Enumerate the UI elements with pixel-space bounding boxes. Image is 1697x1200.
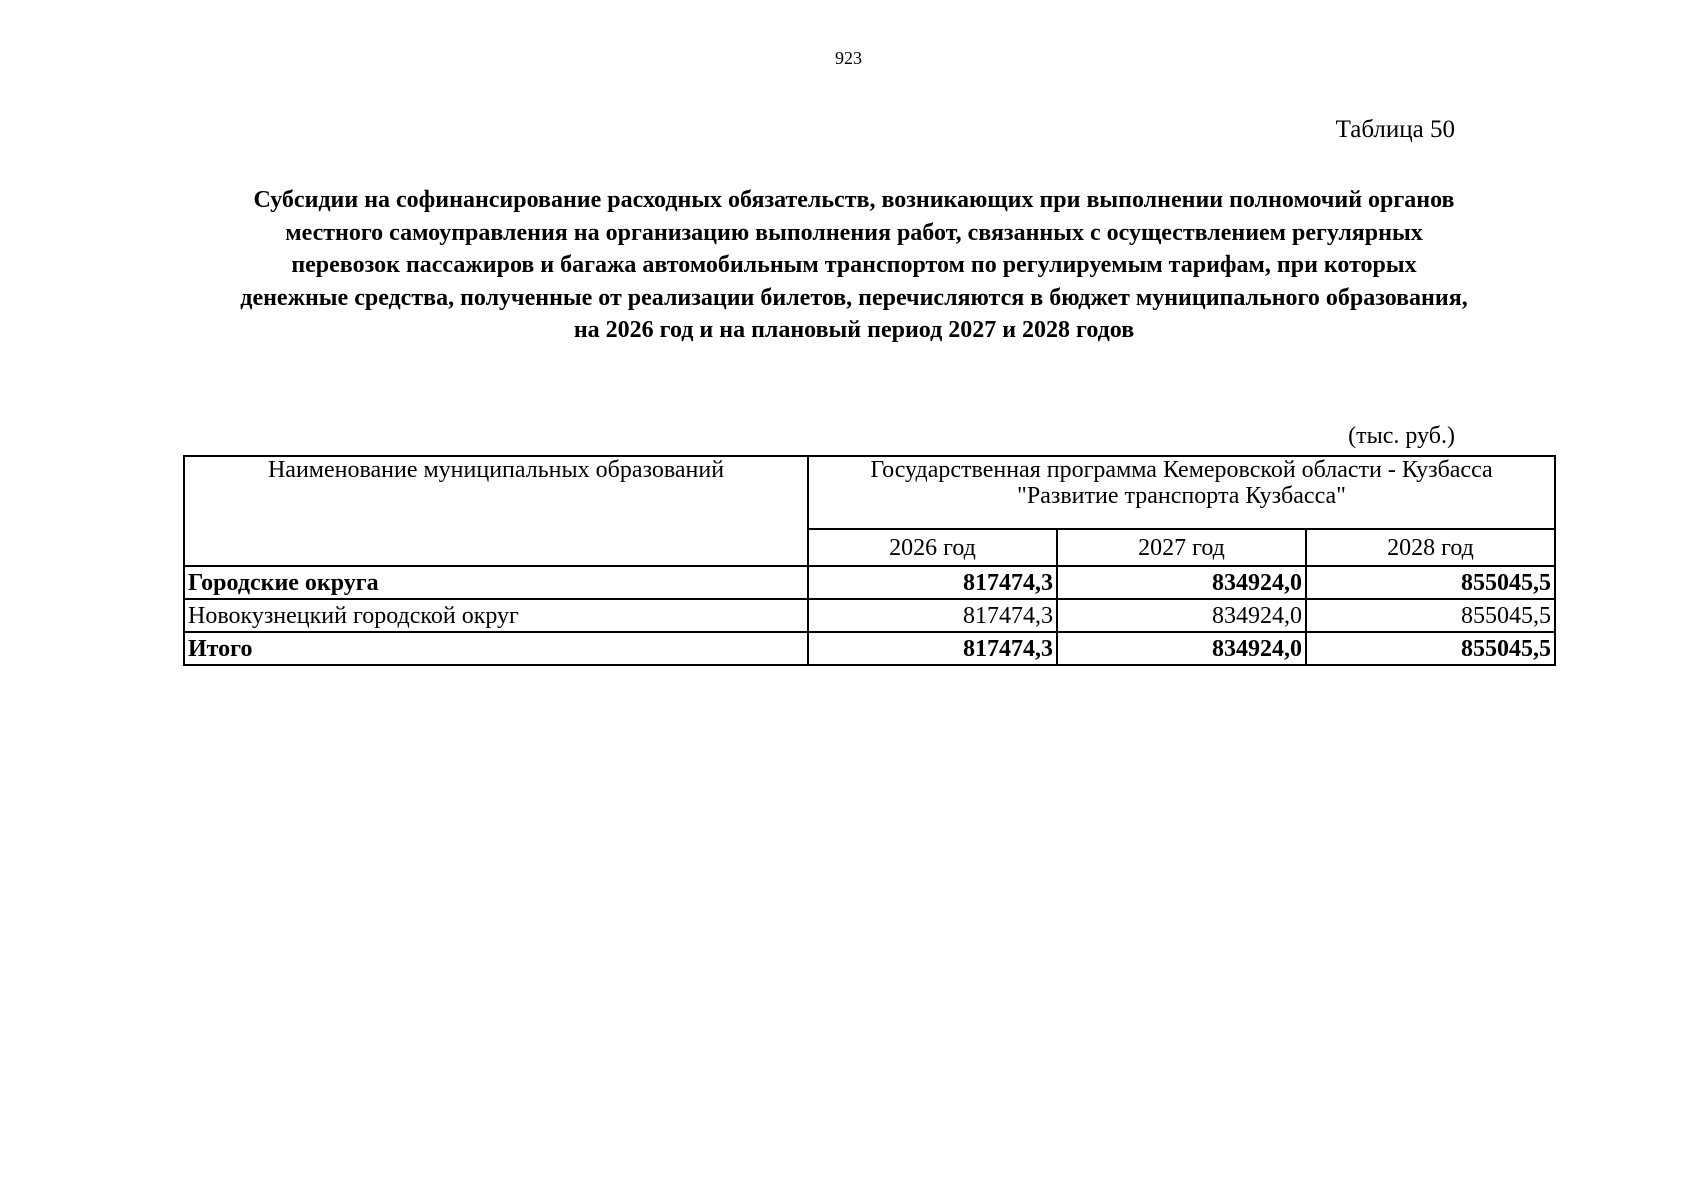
header-year-2027: 2027 год xyxy=(1057,529,1306,566)
header-municipality-name: Наименование муниципальных образований xyxy=(184,456,808,566)
subsidies-table xyxy=(183,455,1556,666)
header-year-2026: 2026 год xyxy=(808,529,1057,566)
header-program-line-1: Государственная программа Кемеровской области - Кузбасса xyxy=(870,457,1493,483)
row-name: Городские округа xyxy=(184,566,808,599)
value-2028: 855045,5 xyxy=(1306,566,1555,599)
value-2028: 855045,5 xyxy=(1306,599,1555,632)
row-name: Итого xyxy=(184,632,808,665)
row-name: Новокузнецкий городской округ xyxy=(184,599,808,632)
table-row xyxy=(184,632,1555,665)
value-2026: 817474,3 xyxy=(808,566,1057,599)
title-line-2: местного самоуправления на организацию выполнения работ, связанных с осуществлением регулярных xyxy=(285,219,1423,246)
page-number: 923 xyxy=(835,48,862,68)
value-2026: 817474,3 xyxy=(808,632,1057,665)
document-title xyxy=(190,184,1518,347)
title-line-3: перевозок пассажиров и багажа автомобильным транспортом по регулируемым тарифам, при которых xyxy=(291,252,1417,278)
title-line-1: Субсидии на софинансирование расходных обязательств, возникающих при выполнении полномочий органов xyxy=(253,187,1455,213)
header-year-2028: 2028 год xyxy=(1306,529,1555,566)
table-row xyxy=(184,599,1555,632)
header-state-program xyxy=(808,456,1555,529)
units-label: (тыс. руб.) xyxy=(1348,423,1455,449)
value-2026: 817474,3 xyxy=(808,599,1057,632)
table-row xyxy=(184,566,1555,599)
value-2028: 855045,5 xyxy=(1306,632,1555,665)
title-line-5: на 2026 год и на плановый период 2027 и 2028 годов xyxy=(573,317,1135,343)
header-program-line-2: "Развитие транспорта Кузбасса" xyxy=(1017,483,1346,509)
title-line-4: денежные средства, полученные от реализации билетов, перечисляются в бюджет муниципального образования, xyxy=(240,284,1468,311)
table-label: Таблица 50 xyxy=(1335,116,1455,143)
value-2027: 834924,0 xyxy=(1057,632,1306,665)
value-2027: 834924,0 xyxy=(1057,599,1306,632)
value-2027: 834924,0 xyxy=(1057,566,1306,599)
